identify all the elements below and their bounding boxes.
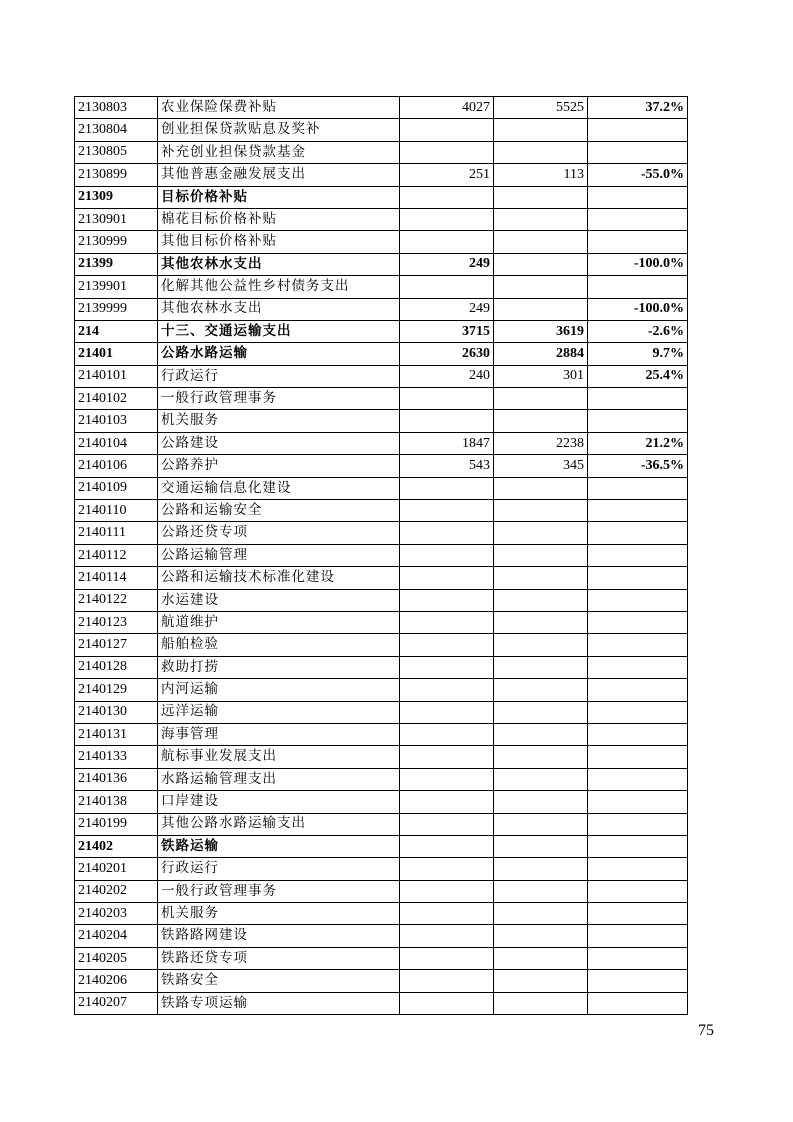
- row-value-curr-cell: 113: [494, 164, 588, 186]
- row-value-prev-cell: 251: [400, 164, 494, 186]
- row-name-cell: 公路还贷专项: [158, 522, 400, 544]
- row-value-prev-cell: 249: [400, 253, 494, 275]
- row-code-cell: 2130805: [75, 141, 158, 163]
- row-value-prev-cell: [400, 410, 494, 432]
- row-value-prev-cell: 2630: [400, 343, 494, 365]
- row-name-cell: 行政运行: [158, 365, 400, 387]
- row-code-cell: 2140206: [75, 970, 158, 992]
- row-value-prev-cell: 4027: [400, 97, 494, 119]
- row-change-cell: 25.4%: [588, 365, 688, 387]
- table-row: [75, 970, 688, 992]
- row-value-curr-cell: 2238: [494, 432, 588, 454]
- row-change-cell: [588, 947, 688, 969]
- row-code-cell: 2140128: [75, 656, 158, 678]
- row-value-curr-cell: [494, 388, 588, 410]
- table-row: [75, 880, 688, 902]
- row-name-cell: 创业担保贷款贴息及奖补: [158, 119, 400, 141]
- table-row: [75, 298, 688, 320]
- row-value-prev-cell: [400, 522, 494, 544]
- row-change-cell: -36.5%: [588, 455, 688, 477]
- table-row: [75, 544, 688, 566]
- row-code-cell: 21401: [75, 343, 158, 365]
- row-change-cell: [588, 611, 688, 633]
- row-value-prev-cell: [400, 567, 494, 589]
- row-value-curr-cell: 345: [494, 455, 588, 477]
- row-value-curr-cell: [494, 813, 588, 835]
- row-change-cell: [588, 119, 688, 141]
- row-value-curr-cell: [494, 119, 588, 141]
- row-value-curr-cell: [494, 477, 588, 499]
- row-name-cell: 铁路还贷专项: [158, 947, 400, 969]
- row-name-cell: 救助打捞: [158, 656, 400, 678]
- row-change-cell: [588, 925, 688, 947]
- row-code-cell: 2140101: [75, 365, 158, 387]
- row-name-cell: 一般行政管理事务: [158, 388, 400, 410]
- row-code-cell: 2140131: [75, 723, 158, 745]
- row-name-cell: 航道维护: [158, 611, 400, 633]
- row-value-prev-cell: [400, 858, 494, 880]
- row-value-prev-cell: 240: [400, 365, 494, 387]
- row-value-prev-cell: 249: [400, 298, 494, 320]
- row-change-cell: 37.2%: [588, 97, 688, 119]
- row-change-cell: [588, 880, 688, 902]
- table-row: [75, 119, 688, 141]
- table-row: [75, 388, 688, 410]
- row-change-cell: [588, 813, 688, 835]
- row-code-cell: 2140109: [75, 477, 158, 499]
- row-change-cell: [588, 656, 688, 678]
- table-row: [75, 835, 688, 857]
- row-name-cell: 其他普惠金融发展支出: [158, 164, 400, 186]
- row-change-cell: -55.0%: [588, 164, 688, 186]
- table-row: [75, 925, 688, 947]
- row-change-cell: [588, 276, 688, 298]
- row-name-cell: 其他目标价格补贴: [158, 231, 400, 253]
- table-row: [75, 634, 688, 656]
- row-change-cell: [588, 544, 688, 566]
- table-row: [75, 432, 688, 454]
- row-value-prev-cell: 3715: [400, 320, 494, 342]
- row-change-cell: [588, 723, 688, 745]
- row-name-cell: 水路运输管理支出: [158, 768, 400, 790]
- row-name-cell: 交通运输信息化建设: [158, 477, 400, 499]
- row-value-prev-cell: 1847: [400, 432, 494, 454]
- row-value-prev-cell: [400, 791, 494, 813]
- table-row: [75, 365, 688, 387]
- row-value-prev-cell: [400, 656, 494, 678]
- table-row: [75, 679, 688, 701]
- row-value-curr-cell: [494, 276, 588, 298]
- row-value-prev-cell: [400, 388, 494, 410]
- row-code-cell: 21309: [75, 186, 158, 208]
- row-name-cell: 行政运行: [158, 858, 400, 880]
- table-row: [75, 589, 688, 611]
- row-change-cell: -100.0%: [588, 298, 688, 320]
- row-code-cell: 2140136: [75, 768, 158, 790]
- row-code-cell: 2140203: [75, 903, 158, 925]
- row-code-cell: 2140111: [75, 522, 158, 544]
- row-change-cell: [588, 500, 688, 522]
- row-name-cell: 农业保险保费补贴: [158, 97, 400, 119]
- row-name-cell: 机关服务: [158, 903, 400, 925]
- row-name-cell: 补充创业担保贷款基金: [158, 141, 400, 163]
- row-value-prev-cell: [400, 835, 494, 857]
- row-value-prev-cell: [400, 589, 494, 611]
- row-code-cell: 2140204: [75, 925, 158, 947]
- row-value-prev-cell: [400, 634, 494, 656]
- row-name-cell: 公路建设: [158, 432, 400, 454]
- row-name-cell: 铁路运输: [158, 835, 400, 857]
- row-change-cell: [588, 992, 688, 1014]
- row-value-prev-cell: [400, 925, 494, 947]
- row-name-cell: 其他农林水支出: [158, 298, 400, 320]
- row-name-cell: 其他公路水路运输支出: [158, 813, 400, 835]
- row-name-cell: 目标价格补贴: [158, 186, 400, 208]
- row-code-cell: 2139901: [75, 276, 158, 298]
- budget-table-body: [75, 97, 688, 1015]
- row-change-cell: -100.0%: [588, 253, 688, 275]
- row-value-prev-cell: [400, 276, 494, 298]
- row-value-curr-cell: [494, 970, 588, 992]
- table-row: [75, 276, 688, 298]
- row-value-curr-cell: [494, 656, 588, 678]
- row-name-cell: 航标事业发展支出: [158, 746, 400, 768]
- row-change-cell: [588, 567, 688, 589]
- row-value-curr-cell: [494, 231, 588, 253]
- row-change-cell: [588, 746, 688, 768]
- table-row: [75, 813, 688, 835]
- row-value-prev-cell: [400, 813, 494, 835]
- row-change-cell: [588, 903, 688, 925]
- row-code-cell: 21399: [75, 253, 158, 275]
- table-row: [75, 947, 688, 969]
- table-row: [75, 903, 688, 925]
- row-code-cell: 2140122: [75, 589, 158, 611]
- row-change-cell: [588, 768, 688, 790]
- row-value-prev-cell: [400, 723, 494, 745]
- row-code-cell: 2140201: [75, 858, 158, 880]
- table-row: [75, 723, 688, 745]
- row-value-curr-cell: [494, 768, 588, 790]
- row-name-cell: 海事管理: [158, 723, 400, 745]
- row-name-cell: 铁路专项运输: [158, 992, 400, 1014]
- row-value-curr-cell: 5525: [494, 97, 588, 119]
- row-code-cell: 2140106: [75, 455, 158, 477]
- row-value-prev-cell: [400, 679, 494, 701]
- table-row: [75, 455, 688, 477]
- row-code-cell: 2140104: [75, 432, 158, 454]
- row-value-curr-cell: [494, 544, 588, 566]
- row-value-prev-cell: [400, 141, 494, 163]
- row-value-prev-cell: [400, 947, 494, 969]
- row-value-prev-cell: [400, 186, 494, 208]
- row-name-cell: 一般行政管理事务: [158, 880, 400, 902]
- row-change-cell: [588, 858, 688, 880]
- table-row: [75, 992, 688, 1014]
- table-row: [75, 858, 688, 880]
- row-change-cell: [588, 522, 688, 544]
- table-row: [75, 768, 688, 790]
- row-code-cell: 2140114: [75, 567, 158, 589]
- row-change-cell: 9.7%: [588, 343, 688, 365]
- row-change-cell: 21.2%: [588, 432, 688, 454]
- row-value-curr-cell: [494, 679, 588, 701]
- row-change-cell: [588, 791, 688, 813]
- row-value-curr-cell: [494, 567, 588, 589]
- row-value-curr-cell: 301: [494, 365, 588, 387]
- row-value-curr-cell: [494, 903, 588, 925]
- row-value-curr-cell: [494, 880, 588, 902]
- row-value-curr-cell: 2884: [494, 343, 588, 365]
- row-value-prev-cell: [400, 208, 494, 230]
- table-row: [75, 500, 688, 522]
- row-name-cell: 口岸建设: [158, 791, 400, 813]
- row-change-cell: [588, 970, 688, 992]
- row-value-prev-cell: [400, 119, 494, 141]
- table-row: [75, 522, 688, 544]
- row-code-cell: 2140130: [75, 701, 158, 723]
- table-row: [75, 746, 688, 768]
- row-code-cell: 2140102: [75, 388, 158, 410]
- row-code-cell: 2130899: [75, 164, 158, 186]
- row-code-cell: 2140205: [75, 947, 158, 969]
- table-row: [75, 320, 688, 342]
- row-value-prev-cell: [400, 880, 494, 902]
- table-row: [75, 791, 688, 813]
- row-value-prev-cell: [400, 500, 494, 522]
- table-row: [75, 343, 688, 365]
- row-change-cell: [588, 208, 688, 230]
- row-code-cell: 2140112: [75, 544, 158, 566]
- row-value-prev-cell: [400, 992, 494, 1014]
- row-change-cell: [588, 679, 688, 701]
- row-name-cell: 其他农林水支出: [158, 253, 400, 275]
- row-code-cell: 2140103: [75, 410, 158, 432]
- row-change-cell: [588, 835, 688, 857]
- table-row: [75, 208, 688, 230]
- row-value-curr-cell: [494, 253, 588, 275]
- table-row: [75, 410, 688, 432]
- row-code-cell: 214: [75, 320, 158, 342]
- row-change-cell: [588, 141, 688, 163]
- row-name-cell: 铁路路网建设: [158, 925, 400, 947]
- row-code-cell: 2140207: [75, 992, 158, 1014]
- row-code-cell: 2140110: [75, 500, 158, 522]
- row-code-cell: 2130803: [75, 97, 158, 119]
- row-value-prev-cell: [400, 768, 494, 790]
- table-row: [75, 611, 688, 633]
- table-row: [75, 253, 688, 275]
- row-value-prev-cell: [400, 746, 494, 768]
- row-value-curr-cell: [494, 925, 588, 947]
- row-name-cell: 公路水路运输: [158, 343, 400, 365]
- row-name-cell: 棉花目标价格补贴: [158, 208, 400, 230]
- row-code-cell: 2140129: [75, 679, 158, 701]
- page-number: 75: [698, 1022, 714, 1039]
- row-code-cell: 2140202: [75, 880, 158, 902]
- row-value-curr-cell: [494, 947, 588, 969]
- row-value-curr-cell: [494, 500, 588, 522]
- table-row: [75, 186, 688, 208]
- row-value-curr-cell: [494, 858, 588, 880]
- row-code-cell: 2130804: [75, 119, 158, 141]
- row-value-curr-cell: [494, 522, 588, 544]
- row-value-prev-cell: [400, 903, 494, 925]
- table-row: [75, 231, 688, 253]
- budget-table: [74, 96, 688, 1015]
- row-value-curr-cell: [494, 701, 588, 723]
- row-name-cell: 铁路安全: [158, 970, 400, 992]
- row-value-prev-cell: [400, 611, 494, 633]
- row-value-prev-cell: [400, 477, 494, 499]
- row-value-curr-cell: [494, 791, 588, 813]
- row-code-cell: 2140138: [75, 791, 158, 813]
- row-code-cell: 2130999: [75, 231, 158, 253]
- row-name-cell: 机关服务: [158, 410, 400, 432]
- row-code-cell: 2140133: [75, 746, 158, 768]
- row-change-cell: [588, 701, 688, 723]
- table-row: [75, 97, 688, 119]
- row-value-prev-cell: [400, 231, 494, 253]
- row-name-cell: 公路养护: [158, 455, 400, 477]
- row-change-cell: [588, 477, 688, 499]
- row-code-cell: 2140123: [75, 611, 158, 633]
- row-change-cell: [588, 186, 688, 208]
- row-name-cell: 水运建设: [158, 589, 400, 611]
- row-value-prev-cell: [400, 701, 494, 723]
- row-value-curr-cell: [494, 835, 588, 857]
- row-value-prev-cell: 543: [400, 455, 494, 477]
- table-row: [75, 701, 688, 723]
- row-change-cell: -2.6%: [588, 320, 688, 342]
- row-value-curr-cell: [494, 589, 588, 611]
- row-name-cell: 公路和运输技术标准化建设: [158, 567, 400, 589]
- row-value-curr-cell: [494, 634, 588, 656]
- row-change-cell: [588, 589, 688, 611]
- row-name-cell: 船舶检验: [158, 634, 400, 656]
- row-value-curr-cell: [494, 410, 588, 432]
- row-value-prev-cell: [400, 544, 494, 566]
- row-change-cell: [588, 634, 688, 656]
- row-value-curr-cell: [494, 746, 588, 768]
- row-code-cell: 2140127: [75, 634, 158, 656]
- row-code-cell: 21402: [75, 835, 158, 857]
- row-name-cell: 公路运输管理: [158, 544, 400, 566]
- row-code-cell: 2130901: [75, 208, 158, 230]
- row-change-cell: [588, 231, 688, 253]
- row-name-cell: 内河运输: [158, 679, 400, 701]
- table-row: [75, 164, 688, 186]
- row-name-cell: 十三、交通运输支出: [158, 320, 400, 342]
- table-row: [75, 477, 688, 499]
- row-value-curr-cell: [494, 208, 588, 230]
- table-row: [75, 567, 688, 589]
- row-value-curr-cell: 3619: [494, 320, 588, 342]
- row-name-cell: 化解其他公益性乡村债务支出: [158, 276, 400, 298]
- table-row: [75, 141, 688, 163]
- row-code-cell: 2139999: [75, 298, 158, 320]
- row-value-curr-cell: [494, 298, 588, 320]
- row-change-cell: [588, 388, 688, 410]
- row-value-curr-cell: [494, 992, 588, 1014]
- row-change-cell: [588, 410, 688, 432]
- row-value-curr-cell: [494, 611, 588, 633]
- row-value-curr-cell: [494, 186, 588, 208]
- row-code-cell: 2140199: [75, 813, 158, 835]
- row-value-prev-cell: [400, 970, 494, 992]
- row-name-cell: 远洋运输: [158, 701, 400, 723]
- row-value-curr-cell: [494, 141, 588, 163]
- row-name-cell: 公路和运输安全: [158, 500, 400, 522]
- table-row: [75, 656, 688, 678]
- row-value-curr-cell: [494, 723, 588, 745]
